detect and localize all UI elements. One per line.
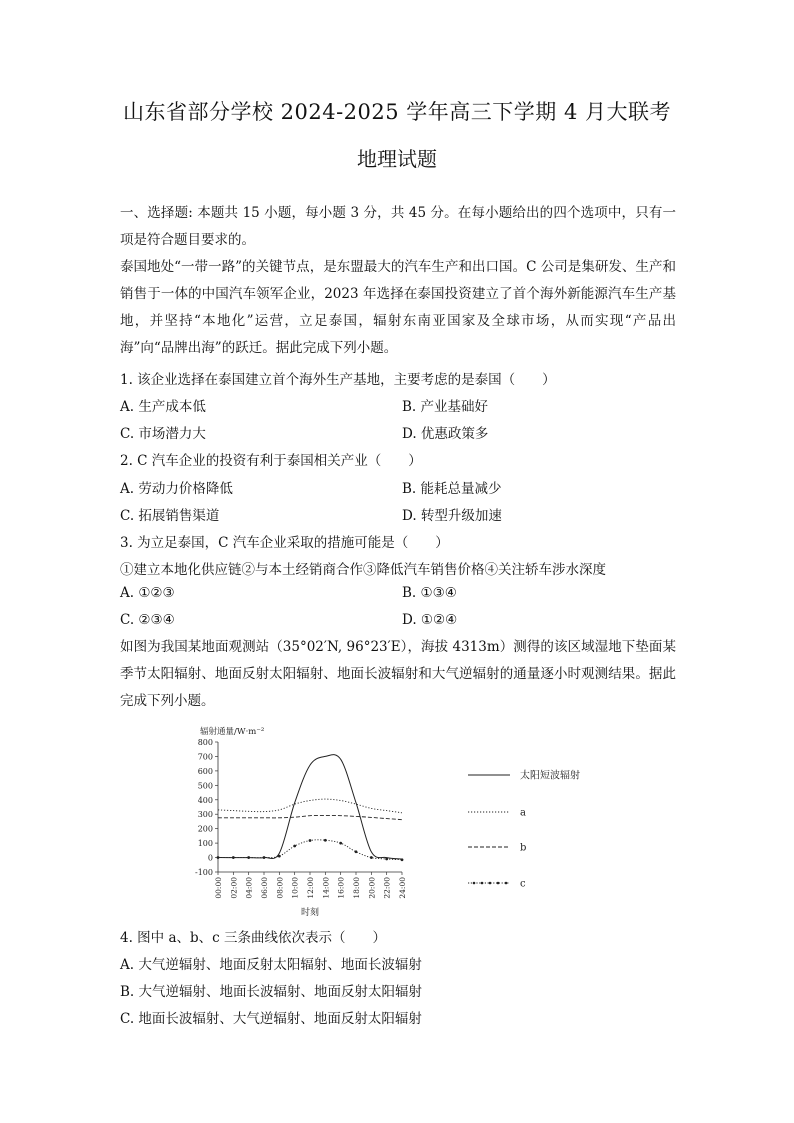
- q3-items: ①建立本地化供应链②与本土经销商合作③降低汽车销售价格④关注轿车涉水深度: [120, 562, 606, 578]
- series-point-c: [370, 856, 373, 859]
- x-tick-label: 20:00: [367, 877, 377, 899]
- q2-option-c: C. 拓展销售渠道: [120, 508, 220, 524]
- x-axis-label: 时刻: [300, 908, 320, 918]
- x-tick-label: 02:00: [229, 877, 239, 899]
- q1-option-a: A. 生产成本低: [120, 399, 206, 415]
- y-tick-label: 600: [197, 766, 213, 776]
- passage-1: 泰国地处“一带一路”的关键节点，是东盟最大的汽车生产和出口国。C 公司是集研发、生产和销售于一体的中国汽车领军企业，2023 年选择在泰国投资建立了首个海外新能源汽车生产基地，并坚持“本地化”运营，立足泰国，辐射东南亚国家及全球市场，从而实现“产品出海”向“品牌出海”的跃迁。据此完成下列小题。: [120, 259, 676, 356]
- series-point-c: [232, 856, 235, 859]
- q1-option-b: B. 产业基础好: [402, 399, 489, 415]
- x-tick-label: 04:00: [244, 877, 254, 899]
- series-line-太阳短波辐射: [218, 755, 402, 859]
- x-tick-label: 16:00: [336, 877, 346, 899]
- legend-marker-c: [505, 882, 508, 885]
- legend-marker-c: [473, 882, 476, 885]
- x-tick-label: 08:00: [275, 877, 285, 899]
- y-tick-label: -100: [195, 868, 213, 877]
- legend-label-a: a: [520, 807, 526, 819]
- x-tick-label: 18:00: [352, 877, 361, 899]
- q2-option-b: B. 能耗总量减少: [402, 481, 502, 497]
- q2-stem: 2. C 汽车企业的投资有利于泰国相关产业（ ）: [120, 453, 422, 469]
- y-tick-label: 0: [207, 853, 213, 863]
- series-point-c: [247, 856, 250, 859]
- radiation-chart-svg: [180, 722, 620, 922]
- series-point-c: [278, 855, 281, 858]
- x-tick-label: 10:00: [290, 877, 300, 899]
- y-tick-label: 400: [197, 795, 213, 805]
- q3-option-d: D. ①②④: [402, 612, 458, 628]
- x-tick-label: 00:00: [214, 877, 223, 899]
- q4-option-c: C. 地面长波辐射、大气逆辐射、地面反射太阳辐射: [120, 1011, 422, 1027]
- q4-option-b: B. 大气逆辐射、地面长波辐射、地面反射太阳辐射: [120, 984, 423, 1000]
- series-point-c: [293, 845, 296, 848]
- q4-option-a: A. 大气逆辐射、地面反射太阳辐射、地面长波辐射: [120, 957, 422, 973]
- q3-stem: 3. 为立足泰国，C 汽车企业采取的措施可能是（ ）: [120, 535, 449, 551]
- q4-stem: 4. 图中 a、b、c 三条曲线依次表示（ ）: [120, 930, 387, 946]
- x-tick-label: 22:00: [382, 877, 392, 899]
- q1-option-c: C. 市场潜力大: [120, 426, 206, 442]
- legend-marker-c: [497, 882, 500, 885]
- series-point-c: [401, 858, 404, 861]
- y-tick-label: 100: [197, 839, 213, 849]
- exam-subtitle: 地理试题: [357, 147, 437, 171]
- section-intro: 一、选择题: 本题共 15 小题，每小题 3 分，共 45 分。在每小题给出的四个选项中，只有一项是符合题目要求的。: [120, 205, 676, 248]
- y-tick-label: 300: [197, 810, 213, 820]
- x-tick-label: 14:00: [321, 877, 331, 899]
- series-point-c: [309, 839, 312, 842]
- series-line-b: [218, 815, 402, 819]
- series-point-c: [385, 858, 388, 861]
- x-tick-label: 06:00: [260, 877, 269, 899]
- series-line-a: [218, 799, 402, 813]
- series-point-c: [217, 856, 220, 859]
- legend-label-太阳短波辐射: 太阳短波辐射: [520, 770, 580, 782]
- q3-option-a: A. ①②③: [120, 585, 175, 601]
- legend-marker-c: [481, 882, 484, 885]
- q3-option-c: C. ②③④: [120, 612, 175, 628]
- y-tick-label: 800: [197, 738, 213, 747]
- series-point-c: [355, 850, 358, 853]
- y-axis-label: 辐射通量/W·m⁻²: [200, 727, 265, 737]
- q2-option-d: D. 转型升级加速: [402, 508, 502, 524]
- legend-label-c: c: [520, 878, 526, 890]
- series-point-c: [263, 856, 266, 859]
- y-tick-label: 700: [197, 752, 213, 762]
- radiation-chart: [180, 722, 620, 922]
- exam-title: 山东省部分学校 2024-2025 学年高三下学期 4 月大联考: [122, 100, 672, 124]
- y-tick-label: 500: [197, 781, 213, 791]
- series-point-c: [324, 839, 327, 842]
- q3-option-b: B. ①③④: [402, 585, 457, 601]
- legend-label-b: b: [520, 842, 527, 854]
- x-tick-label: 12:00: [306, 877, 315, 899]
- q1-option-d: D. 优惠政策多: [402, 426, 489, 442]
- y-tick-label: 200: [197, 824, 213, 834]
- series-line-c: [218, 840, 402, 860]
- passage-2: 如图为我国某地面观测站（35°02′N, 96°23′E），海拔 4313m）测得的该区域湿地下垫面某季节太阳辐射、地面反射太阳辐射、地面长波辐射和大气逆辐射的通量逐小时观测结果。据此完成下列小题。: [120, 639, 676, 709]
- x-tick-label: 24:00: [398, 877, 407, 899]
- q1-stem: 1. 该企业选择在泰国建立首个海外生产基地，主要考虑的是泰国（ ）: [120, 372, 556, 388]
- q2-option-a: A. 劳动力价格降低: [120, 481, 233, 497]
- series-point-c: [339, 842, 342, 845]
- legend-marker-c: [489, 882, 492, 885]
